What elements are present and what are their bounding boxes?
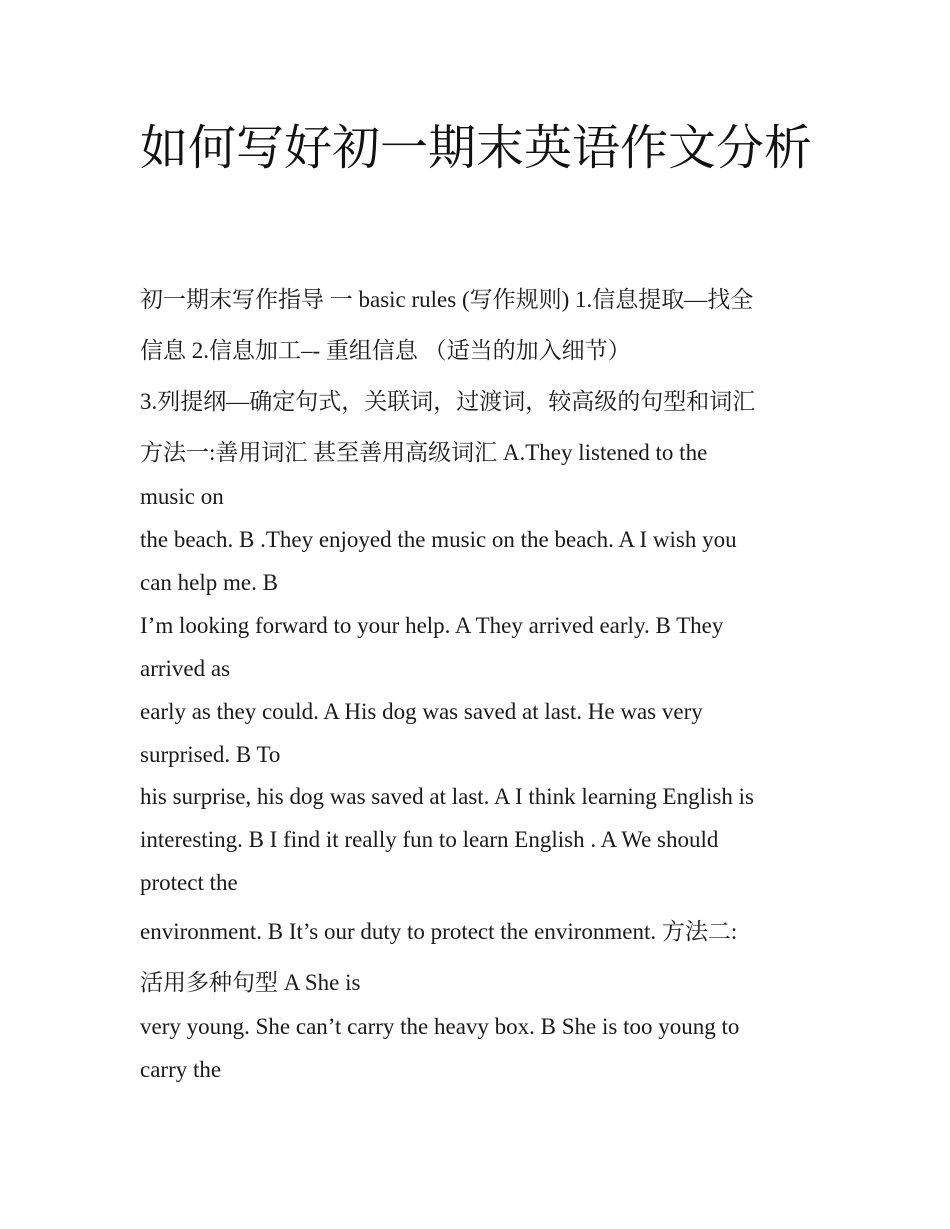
text-line: 3.列提纲—确定句式，关联词，过渡词，较高级的句型和词汇 bbox=[140, 389, 756, 414]
text-line: carry the bbox=[140, 1057, 222, 1082]
text-line: 初一期末写作指导 一 basic rules (写作规则) 1.信息提取—找全 bbox=[140, 287, 754, 312]
text-line: can help me. B bbox=[140, 570, 278, 595]
text-line: his surprise, his dog was saved at last. A I think learning English is bbox=[140, 784, 754, 809]
text-line: interesting. B I find it really fun to learn English . A We should bbox=[140, 827, 719, 852]
text-line: surprised. B To bbox=[140, 742, 281, 767]
text-line: I’m looking forward to your help. A They arrived early. B They bbox=[140, 613, 724, 638]
document-title: 如何写好初一期末英语作文分析 bbox=[140, 120, 813, 176]
text-line: protect the bbox=[140, 870, 238, 895]
text-line: 方法一:善用词汇 甚至善用高级词汇 A.They listened to the bbox=[140, 440, 708, 465]
text-line: early as they could. A His dog was saved at last. He was very bbox=[140, 699, 703, 724]
text-line: environment. B It’s our duty to protect the environment. 方法二: bbox=[140, 919, 738, 944]
text-line: 活用多种句型 A She is bbox=[140, 970, 361, 995]
text-line: the beach. B .They enjoyed the music on the beach. A I wish you bbox=[140, 527, 737, 552]
text-line: 信息 2.信息加工–- 重组信息 （适当的加入细节） bbox=[140, 338, 631, 363]
text-line: arrived as bbox=[140, 656, 231, 681]
text-line: very young. She can’t carry the heavy box. B She is too young to bbox=[140, 1014, 740, 1039]
text-line: music on bbox=[140, 484, 224, 509]
